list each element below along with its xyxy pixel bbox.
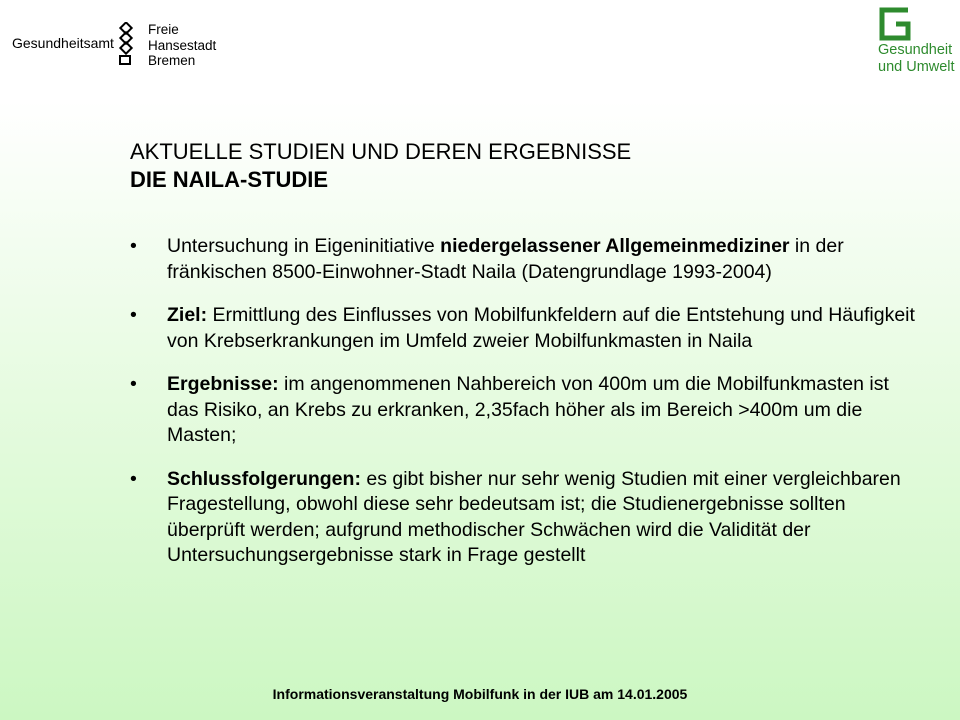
bullet-text: im angenommenen Nahbereich von 400m um die Mobilfunkmasten ist das Risiko, an Krebs zu erkranken, 2,35fach höher als im Bereich >400m um die Masten;: [167, 373, 889, 446]
slide-title: [130, 138, 631, 194]
bullet-marker: •: [130, 467, 137, 490]
bullet-item: [130, 467, 920, 569]
logo-city-text: [148, 22, 216, 69]
logo-department-text: Gesundheitsamt: [12, 35, 114, 51]
bullet-bold-text: Schlussfolgerungen:: [167, 467, 361, 490]
title-subtitle: DIE NAILA-STUDIE: [130, 167, 328, 192]
logo-right-line-2: und Umwelt: [878, 59, 955, 75]
bullet-bold-text: Ziel:: [167, 304, 208, 326]
city-line-2: Hansestadt: [148, 37, 217, 53]
bullet-marker: •: [130, 235, 137, 257]
bullet-item: [130, 303, 920, 354]
bullet-text: Untersuchung in Eigeninitiative: [167, 235, 441, 257]
gesundheit-umwelt-logo: [878, 6, 955, 76]
bullet-text: es gibt bisher nur sehr wenig Studien mit einer vergleichbaren Fragestellung, obwohl diese sehr bedeutsam ist; die Studienergebnisse sollten überprüft werden; aufgrund methodischer Schwächen wird die Validität der Untersuchungsergebnisse stark in Frage gestellt: [167, 467, 901, 566]
logo-right-line-1: Gesundheit: [878, 42, 953, 58]
bullet-text: in der fränkischen 8500-Einwohner-Stadt Naila (Datengrundlage 1993-2004): [167, 235, 844, 283]
title-main: AKTUELLE STUDIEN UND DEREN ERGEBNISSE: [130, 139, 632, 164]
bullet-marker: •: [130, 373, 137, 395]
bullet-bold-text: niedergelassener Allgemeinmediziner: [440, 235, 790, 257]
green-g-icon: [878, 6, 912, 42]
bullet-item: [130, 234, 920, 285]
bullet-item: [130, 372, 920, 449]
bullet-bold-text: Ergebnisse:: [167, 373, 279, 395]
bullet-marker: •: [130, 304, 137, 326]
bullet-text: Ermittlung des Einflusses von Mobilfunkfeldern auf die Entstehung und Häufigkeit von Krebserkrankungen im Umfeld zweier Mobilfunkmasten in Naila: [167, 304, 915, 352]
city-line-1: Freie: [148, 22, 179, 37]
bullet-list: [130, 234, 920, 587]
bremen-key-icon: [114, 22, 140, 66]
city-line-3: Bremen: [148, 53, 196, 68]
slide-footer: Informationsveranstaltung Mobilfunk in der IUB am 14.01.2005: [272, 686, 688, 702]
